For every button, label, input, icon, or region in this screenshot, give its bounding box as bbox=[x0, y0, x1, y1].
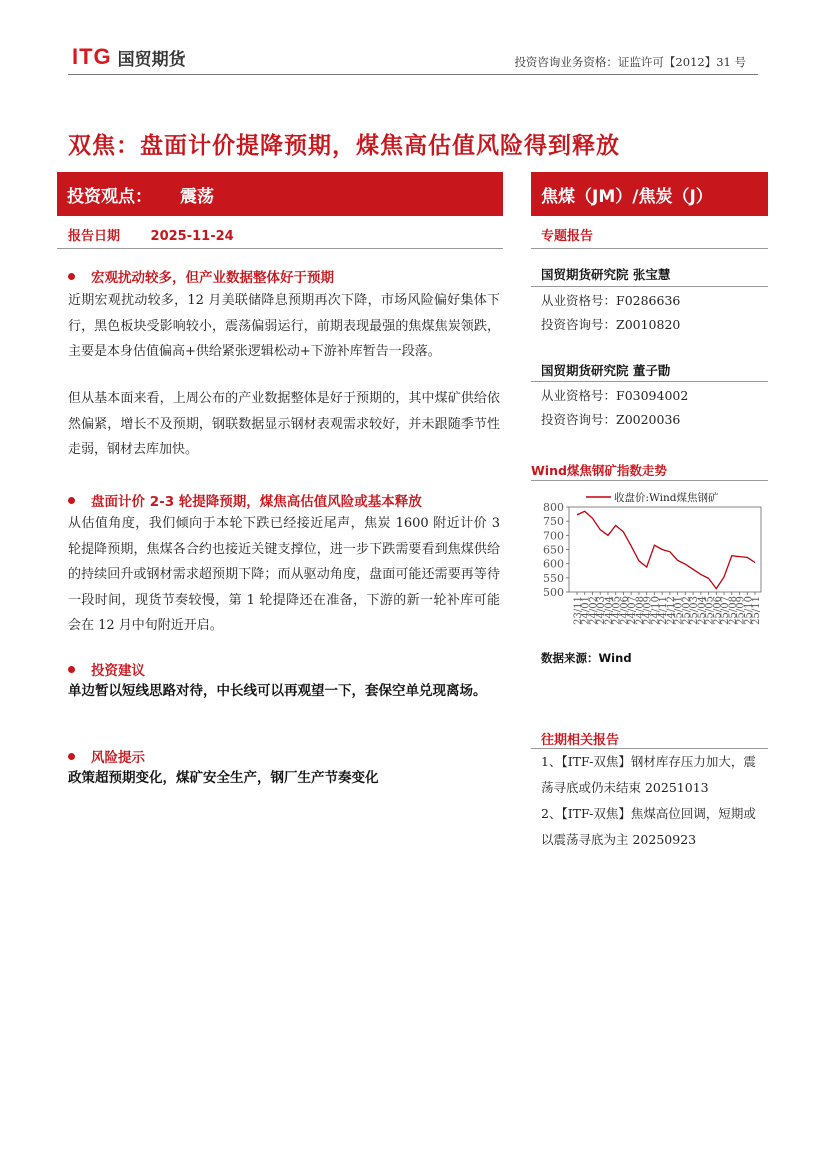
section-heading-advice bbox=[68, 659, 145, 679]
y-tick-label: 700 bbox=[543, 529, 564, 543]
author-license: 从业资格号：F0286636 bbox=[541, 293, 681, 308]
author-consult: 投资咨询号：Z0010820 bbox=[541, 317, 681, 332]
report-type: 专题报告 bbox=[541, 229, 594, 244]
author-name: 国贸期货研究院 张宝慧 bbox=[541, 267, 671, 282]
report-date bbox=[68, 225, 234, 244]
author-license: 从业资格号：F03094002 bbox=[541, 388, 689, 403]
x-tick-label: 24/09 bbox=[642, 596, 654, 625]
risk-text: 政策超预期变化，煤矿安全生产，钢厂生产节奏变化 bbox=[68, 770, 379, 786]
x-tick-label: 25/08 bbox=[727, 596, 739, 625]
section-heading-risk bbox=[68, 746, 145, 766]
x-tick-label: 24/12 bbox=[665, 596, 677, 625]
bullet-icon bbox=[68, 666, 75, 673]
plot-frame bbox=[569, 507, 761, 592]
x-tick-label: 24/11 bbox=[658, 596, 670, 625]
author-name: 国贸期货研究院 董子勖 bbox=[541, 363, 671, 378]
x-tick-label: 24/05 bbox=[611, 596, 623, 625]
paragraph: 但从基本面来看，上周公布的产业数据整体是好于预期的，其中煤矿供给依然偏紧，增长不及预期，钢联数据显示钢材表观需求较好，并未跟随季节性走弱，钢材去库加快。 bbox=[68, 391, 500, 457]
x-tick-label: 25/02 bbox=[681, 596, 693, 625]
x-tick-label: 24/08 bbox=[634, 596, 646, 625]
view-label: 投资观点： bbox=[67, 186, 152, 207]
bullet-icon bbox=[68, 753, 75, 760]
section-heading-text: 投资建议 bbox=[91, 663, 145, 679]
x-tick-label: 24/07 bbox=[627, 596, 639, 625]
x-tick-label: 23/11 bbox=[573, 596, 584, 625]
x-tick-label: 25/01 bbox=[673, 596, 685, 625]
section-heading-text: 盘面计价 2-3 轮提降预期，煤焦高估值风险或基本释放 bbox=[91, 494, 422, 510]
product-banner: 焦煤（JM）/焦炭（J） bbox=[531, 172, 768, 216]
x-tick-label: 24/04 bbox=[603, 596, 615, 625]
y-tick-label: 500 bbox=[543, 586, 564, 599]
company-logo bbox=[72, 44, 186, 70]
author-divider bbox=[531, 286, 768, 287]
y-tick-label: 800 bbox=[543, 501, 564, 514]
section-heading-macro bbox=[68, 266, 334, 286]
series-line bbox=[577, 511, 755, 588]
bullet-icon bbox=[68, 273, 75, 280]
chart-title: Wind煤焦钢矿指数走势 bbox=[531, 463, 667, 478]
report-type-divider bbox=[531, 248, 768, 249]
x-tick-label: 24/03 bbox=[596, 596, 608, 625]
view-value: 震荡 bbox=[180, 186, 214, 207]
report-title: 双焦：盘面计价提降预期，煤焦高估值风险得到释放 bbox=[68, 133, 620, 159]
report-date-label: 报告日期 bbox=[68, 229, 121, 244]
report-date-value: 2025-11-24 bbox=[150, 229, 234, 244]
date-divider bbox=[57, 248, 503, 249]
section-heading-text: 风险提示 bbox=[91, 750, 145, 766]
related-reports-title: 往期相关报告 bbox=[541, 733, 620, 748]
legend-label: 收盘价:Wind煤焦钢矿 bbox=[614, 492, 719, 504]
x-tick-label: 25/05 bbox=[704, 596, 716, 625]
x-tick-label: 25/06 bbox=[712, 596, 724, 625]
bullet-icon bbox=[68, 497, 75, 504]
header-divider bbox=[68, 74, 758, 75]
section-heading-valuation bbox=[68, 490, 422, 510]
y-tick-label: 750 bbox=[543, 515, 564, 529]
x-tick-label: 25/11 bbox=[751, 596, 762, 625]
logo-name: 国贸期货 bbox=[117, 49, 186, 70]
author-divider bbox=[531, 381, 768, 382]
line-chart bbox=[531, 483, 768, 633]
x-tick-label: 24/02 bbox=[588, 596, 600, 625]
investment-view-banner bbox=[57, 172, 503, 216]
related-report-item[interactable]: 2、【ITF-双焦】焦煤高位回调，短期或以震荡寻底为主 20250923 bbox=[541, 806, 756, 847]
y-tick-label: 650 bbox=[543, 543, 564, 557]
x-tick-label: 25/09 bbox=[735, 596, 747, 625]
advice-text: 单边暂以短线思路对待，中长线可以再观望一下，套保空单兑现离场。 bbox=[68, 683, 487, 699]
related-report-item[interactable]: 1、【ITF-双焦】钢材库存压力加大，震荡寻底或仍未结束 20251013 bbox=[541, 754, 756, 795]
y-tick-label: 550 bbox=[543, 571, 564, 585]
license-info: 投资咨询业务资格：证监许可【2012】31 号 bbox=[514, 55, 746, 69]
author-consult: 投资咨询号：Z0020036 bbox=[541, 412, 681, 427]
paragraph: 近期宏观扰动较多，12 月美联储降息预期再次下降，市场风险偏好集体下行，黑色板块受影响较小，震荡偏弱运行，前期表现最强的焦煤焦炭领跌，主要是本身估值偏高+供给紧张逻辑松动+下游补库暂告一段落。 bbox=[68, 293, 500, 359]
x-tick-label: 24/06 bbox=[619, 596, 631, 625]
x-tick-label: 25/07 bbox=[720, 596, 732, 625]
y-tick-label: 600 bbox=[543, 557, 564, 571]
logo-mark: ITG bbox=[72, 44, 112, 69]
x-tick-label: 25/10 bbox=[743, 596, 755, 625]
data-source: 数据来源：Wind bbox=[541, 651, 632, 665]
x-tick-label: 25/03 bbox=[689, 596, 701, 625]
paragraph: 从估值角度，我们倾向于本轮下跌已经接近尾声，焦炭 1600 附近计价 3 轮提降预期，焦煤各合约也接近关键支撑位，进一步下跌需要看到焦煤供给的持续回升或钢材需求超预期下降；而从驱动角度，盘面可能还需要再等待一段时间，现货节奏较慢，第 1 轮提降还在准备，下游的新一轮补库可能会在 12 月中旬附近开启。 bbox=[68, 516, 500, 633]
x-tick-label: 24/10 bbox=[650, 596, 662, 625]
section-heading-text: 宏观扰动较多，但产业数据整体好于预期 bbox=[91, 270, 334, 286]
x-tick-label: 25/04 bbox=[696, 596, 708, 625]
x-tick-label: 24/01 bbox=[580, 596, 592, 625]
chart-title-divider bbox=[531, 480, 768, 481]
